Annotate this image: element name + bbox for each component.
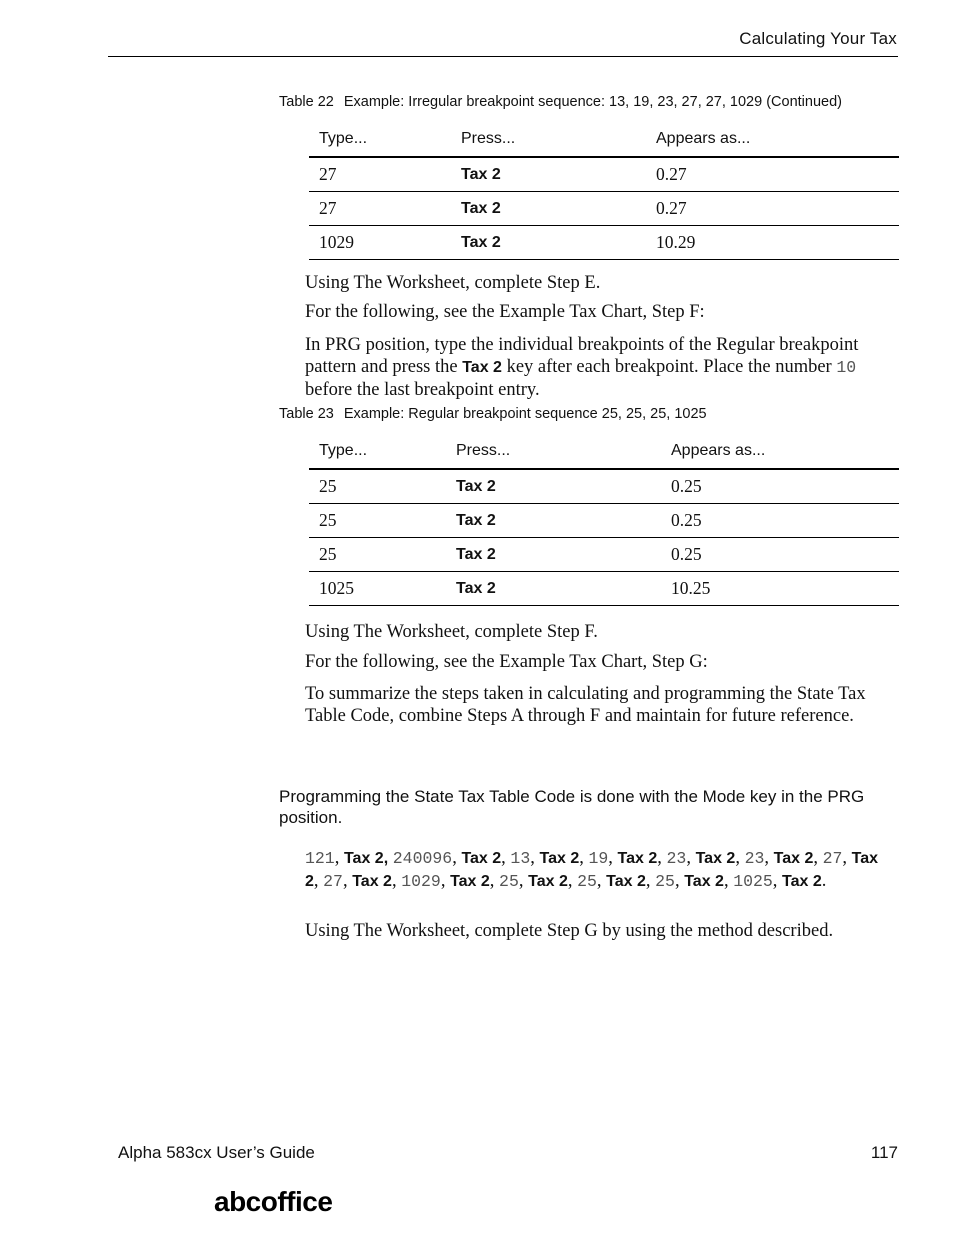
type-cell: 27 (309, 157, 451, 192)
type-cell: 25 (309, 469, 446, 504)
step-f-reference: For the following, see the Example Tax Chart, Step F: (305, 302, 705, 322)
brand-logo: abcoffice (214, 1186, 333, 1217)
appears-cell: 10.29 (646, 226, 899, 260)
table22-column-header: Press... (451, 121, 646, 157)
table23-column-header: Press... (446, 433, 661, 469)
appears-cell: 0.27 (646, 192, 899, 226)
table-row (309, 157, 899, 192)
table23 (309, 433, 899, 606)
table23-header-row (309, 433, 899, 469)
sequence-code: 121 (305, 849, 335, 868)
type-cell: 25 (309, 504, 446, 538)
instruction-text-c: before the last breakpoint entry. (305, 380, 540, 400)
table-row (309, 226, 899, 260)
type-cell: 1025 (309, 572, 446, 606)
footer-guide-title: Alpha 583cx User’s Guide (118, 1143, 315, 1162)
press-cell: Tax 2 (446, 469, 661, 504)
table22-body (309, 157, 899, 260)
appears-cell: 0.27 (646, 157, 899, 192)
step-g-paragraph: Using The Worksheet, complete Step G by using the method described. (305, 921, 834, 941)
sequence-code: 23 (744, 849, 765, 868)
instruction-text-b: key after each breakpoint. Place the number (501, 357, 837, 377)
sequence-key: Tax 2, (343, 850, 389, 867)
press-cell: Tax 2 (446, 504, 661, 538)
type-cell: 25 (309, 538, 446, 572)
sequence-code: 23 (666, 849, 687, 868)
step-f-paragraph: Using The Worksheet, complete Step F. (305, 622, 598, 642)
sequence-key: Tax 2 (782, 873, 822, 890)
table22-caption (279, 94, 842, 110)
appears-cell: 0.25 (661, 538, 899, 572)
sequence-code: 25 (499, 872, 519, 891)
instruction-text-a: In PRG position, type the individual breakpoints of the Regular breakpoint pattern and press the (305, 335, 859, 377)
press-cell: Tax 2 (446, 538, 661, 572)
step-e-paragraph: Using The Worksheet, complete Step E. (305, 273, 601, 293)
sequence-key: Tax 2 (695, 850, 736, 867)
table23-label: Table 23 (279, 406, 334, 422)
sequence-key: Tax 2 (606, 873, 646, 890)
sequence-key: Tax 2 (450, 873, 490, 890)
sequence-code: 27 (822, 849, 843, 868)
sequence-code: 1029 (401, 872, 441, 891)
instruction-code: 10 (836, 358, 857, 377)
sequence-code: 25 (577, 872, 597, 891)
sequence-code: 240096 (392, 849, 453, 868)
table-row (309, 469, 899, 504)
table-row (309, 538, 899, 572)
table-row (309, 504, 899, 538)
sequence-key: Tax 2 (773, 850, 814, 867)
sequence-code: 13 (510, 849, 531, 868)
table22-column-header: Appears as... (646, 121, 899, 157)
sequence-code: 27 (323, 872, 343, 891)
table23-title: Example: Regular breakpoint sequence 25, 25, 25, 1025 (343, 406, 707, 422)
tax2-key-label: Tax 2 (462, 359, 502, 376)
appears-cell: 0.25 (661, 469, 899, 504)
sequence-code: 19 (588, 849, 609, 868)
press-cell: Tax 2 (451, 157, 646, 192)
press-cell: Tax 2 (446, 572, 661, 606)
appears-cell: 0.25 (661, 504, 899, 538)
table22-header-row (309, 121, 899, 157)
header-rule (108, 56, 898, 57)
press-cell: Tax 2 (451, 226, 646, 260)
sequence-key: Tax 2 (305, 850, 879, 890)
table22-column-header: Type... (309, 121, 451, 157)
type-cell: 27 (309, 192, 451, 226)
table23-body (309, 469, 899, 606)
press-cell: Tax 2 (451, 192, 646, 226)
page-number: 117 (870, 1143, 898, 1162)
table23-caption (279, 406, 707, 422)
table-row (309, 192, 899, 226)
table22-title: Example: Irregular breakpoint sequence: 13, 19, 23, 27, 27, 1029 (Continued) (343, 94, 842, 110)
table23-column-header: Appears as... (661, 433, 899, 469)
sequence-key: Tax 2 (528, 873, 568, 890)
sequence-key: Tax 2 (617, 850, 658, 867)
table22-label: Table 22 (279, 94, 334, 110)
table-row (309, 572, 899, 606)
sequence-key: Tax 2 (684, 873, 724, 890)
running-header: Calculating Your Tax (739, 29, 897, 48)
sequence-code: 25 (655, 872, 675, 891)
type-cell: 1029 (309, 226, 451, 260)
sequence-code: 1025 (733, 872, 773, 891)
step-g-reference: For the following, see the Example Tax Chart, Step G: (305, 652, 708, 672)
summary-paragraph: To summarize the steps taken in calculating and programming the State Tax Table Code, combine Steps A through F and maintain for future reference. (305, 684, 866, 726)
appears-cell: 10.25 (661, 572, 899, 606)
table23-column-header: Type... (309, 433, 446, 469)
sequence-key: Tax 2 (461, 850, 502, 867)
sequence-key: Tax 2 (539, 850, 580, 867)
programming-sequence: 121, Tax 2, 240096, Tax 2, 13, Tax 2, 19, Tax 2, 23, Tax 2, 23, Tax 2, 27, Tax 2, 27, Tax 2, 1029, Tax 2, 25, Tax 2, 25, Tax 2, 25, Tax 2, 1025, Tax 2. (305, 848, 879, 891)
table22 (309, 121, 899, 260)
regular-breakpoint-instructions (305, 334, 895, 401)
sequence-key: Tax 2 (352, 873, 392, 890)
programming-intro: Programming the State Tax Table Code is done with the Mode key in the PRG position. (279, 787, 865, 827)
